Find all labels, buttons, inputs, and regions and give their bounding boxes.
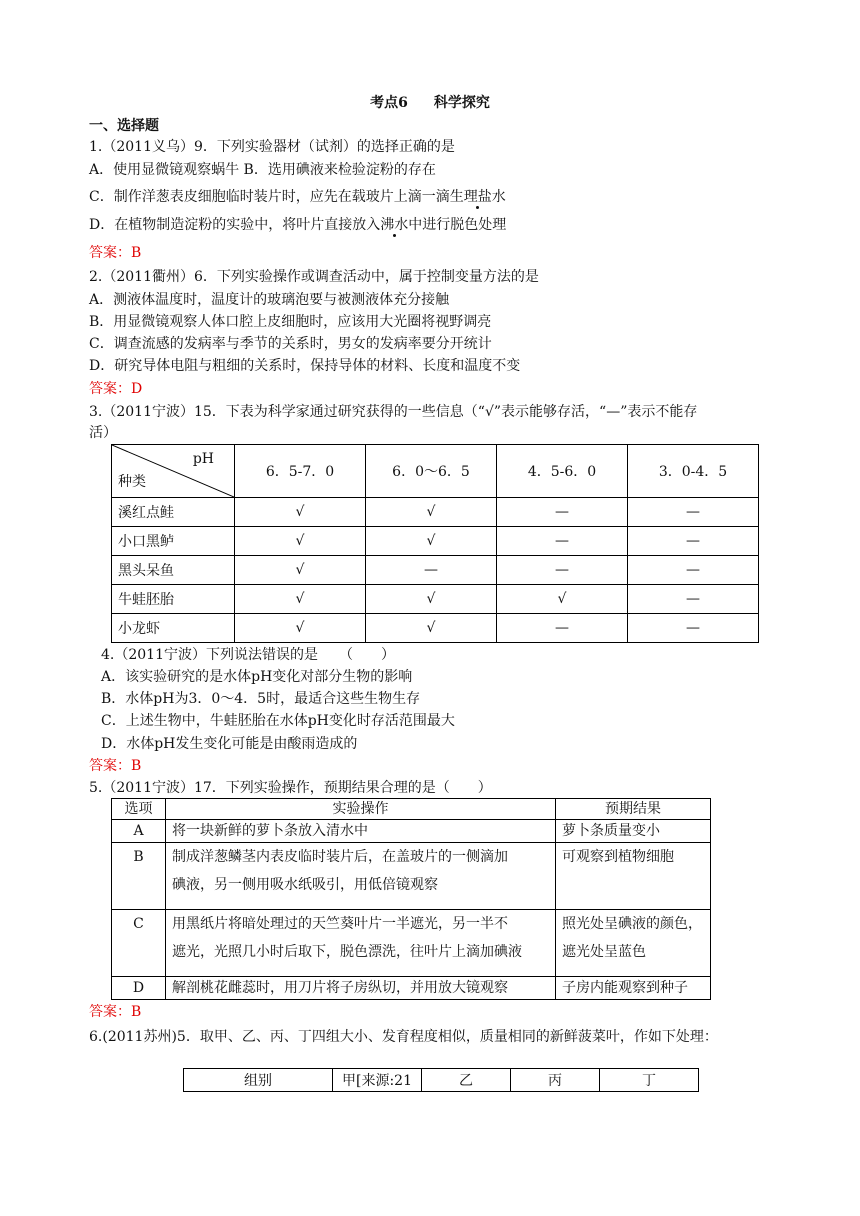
option-letter: B: [112, 843, 166, 910]
table-cell: 乙: [422, 1069, 511, 1092]
table-header-cell: 选项: [112, 799, 166, 820]
q2-option-b: B．用显微镜观察人体口腔上皮细胞时，应该用大光圈将视野调亮: [89, 314, 492, 330]
q1-option-c: [89, 187, 506, 207]
table-cell: —: [628, 527, 759, 556]
table-cell: —: [628, 614, 759, 643]
species-name: 牛蛙胚胎: [112, 585, 235, 614]
table-cell: 组别: [184, 1069, 333, 1092]
operation-cell: 解剖桃花雌蕊时，用刀片将子房纵切，并用放大镜观察: [166, 977, 556, 1000]
q4-answer: 答案：B: [89, 758, 142, 774]
table-cell: √: [235, 614, 366, 643]
table-cell: √: [366, 614, 497, 643]
table-cell: —: [497, 527, 628, 556]
table-cell: —: [366, 556, 497, 585]
result-line: 遮光处呈蓝色: [562, 944, 646, 960]
q5-stem: 5.（2011宁波）17．下列实验操作，预期结果合理的是（ ）: [89, 780, 492, 796]
result-cell: 萝卜条质量变小: [556, 820, 711, 843]
table-cell: —: [497, 556, 628, 585]
q1-options-ab: A．使用显微镜观察蜗牛 B．选用碘液来检验淀粉的存在: [89, 162, 436, 178]
experiment-table: [111, 798, 711, 1000]
table-cell: —: [497, 614, 628, 643]
operation-line: 碘液，另一侧用吸水纸吸引，用低倍镜观察: [172, 877, 438, 893]
option-letter: A: [112, 820, 166, 843]
species-name: 小口黑鲈: [112, 527, 235, 556]
table-cell: √: [366, 585, 497, 614]
table-cell: —: [628, 556, 759, 585]
table-cell: 甲[来源:21: [333, 1069, 422, 1092]
q1-option-c-emphasis: 生理盐水: [449, 189, 506, 205]
table-cell: √: [235, 498, 366, 527]
operation-line: 制成洋葱鳞茎内表皮临时装片后，在盖玻片的一侧滴加: [172, 849, 508, 865]
q4-option-a: A．该实验研究的是水体pH变化对部分生物的影响: [101, 669, 413, 685]
table-row: [112, 498, 759, 527]
q4-option-c: C．上述生物中，牛蛙胚胎在水体pH变化时存活范围最大: [101, 713, 455, 729]
operation-cell: [166, 843, 556, 910]
operation-line: 遮光，光照几小时后取下，脱色漂洗，往叶片上滴加碘液: [172, 944, 522, 960]
table-row: [112, 614, 759, 643]
table-header-cell: 预期结果: [556, 799, 711, 820]
operation-cell: 将一块新鲜的萝卜条放入清水中: [166, 820, 556, 843]
table-row: [112, 820, 711, 843]
option-letter: D: [112, 977, 166, 1000]
result-cell: [556, 910, 711, 977]
table-cell: 丁: [600, 1069, 699, 1092]
table-row: [112, 910, 711, 977]
table-header-cell: 6．0～6．5: [366, 445, 497, 498]
q1-option-d: [89, 215, 506, 235]
q1-option-d-tail: 中进行脱色处理: [408, 217, 507, 233]
page-title: [0, 92, 860, 112]
table-row: [112, 556, 759, 585]
q1-stem: 1.（2011义乌）9．下列实验器材（试剂）的选择正确的是: [89, 139, 455, 155]
result-cell: 可观察到植物细胞: [556, 843, 711, 910]
table-row: [184, 1069, 699, 1092]
table-cell: √: [366, 498, 497, 527]
q2-option-c: C．调查流感的发病率与季节的关系时，男女的发病率要分开统计: [89, 336, 492, 352]
q4-option-b: B．水体pH为3．0～4．5时，最适合这些生物生存: [101, 691, 421, 707]
operation-line: 用黑纸片将暗处理过的天竺葵叶片一半遮光，另一半不: [172, 916, 508, 932]
q1-option-d-emphasis: 沸水: [380, 217, 409, 233]
table-row: [112, 527, 759, 556]
section-heading: 一、选择题: [89, 118, 159, 134]
title-topic: 科学探究: [433, 95, 490, 111]
table-cell: √: [366, 527, 497, 556]
table-cell: √: [235, 556, 366, 585]
species-name: 小龙虾: [112, 614, 235, 643]
table-cell: √: [497, 585, 628, 614]
q6-stem: 6.(2011苏州)5．取甲、乙、丙、丁四组大小、发育程度相似，质量相同的新鲜菠菜叶，作如下处理：: [89, 1029, 718, 1045]
table-header-cell: 4．5-6．0: [497, 445, 628, 498]
q2-answer: 答案：D: [89, 381, 143, 397]
result-line: 照光处呈碘液的颜色，: [562, 916, 702, 932]
table-row: [112, 977, 711, 1000]
q2-stem: 2.（2011衢州）6．下列实验操作或调查活动中，属于控制变量方法的是: [89, 269, 539, 285]
table-cell: 丙: [511, 1069, 600, 1092]
table-header-cell: 3．0-4．5: [628, 445, 759, 498]
q1-option-d-text: D．在植物制造淀粉的实验中，将叶片直接放入: [89, 217, 381, 233]
q1-option-c-text: C．制作洋葱表皮细胞临时装片时，应先在载玻片上滴一滴: [89, 189, 450, 205]
table-corner-cell: [112, 445, 235, 498]
table-cell: —: [628, 585, 759, 614]
result-cell: 子房内能观察到种子: [556, 977, 711, 1000]
table-header-row: [112, 445, 759, 498]
option-letter: C: [112, 910, 166, 977]
table-cell: —: [628, 498, 759, 527]
table-row: [112, 843, 711, 910]
title-point: 考点6: [370, 95, 408, 111]
operation-cell: [166, 910, 556, 977]
species-name: 溪红点鲑: [112, 498, 235, 527]
corner-kind-label: 种类: [118, 474, 146, 490]
q3-stem-cont: 活）: [89, 425, 117, 441]
q4-option-d: D．水体pH发生变化可能是由酸雨造成的: [101, 736, 358, 752]
table-header-row: [112, 799, 711, 820]
q5-answer: 答案：B: [89, 1004, 142, 1020]
q2-option-a: A．测液体温度时，温度计的玻璃泡要与被测液体充分接触: [89, 292, 450, 308]
q4-stem: 4.（2011宁波）下列说法错误的是 （ ）: [101, 647, 395, 663]
table-header-cell: 实验操作: [166, 799, 556, 820]
table-row: [112, 585, 759, 614]
table-cell: √: [235, 585, 366, 614]
ph-survival-table: [111, 444, 759, 643]
table-cell: —: [497, 498, 628, 527]
table-header-cell: 6．5-7．0: [235, 445, 366, 498]
q1-answer: 答案：B: [89, 245, 142, 261]
group-table: [183, 1068, 699, 1092]
q3-stem: 3.（2011宁波）15．下表为科学家通过研究获得的一些信息（“√”表示能够存活，“—”表示不能存: [89, 404, 698, 420]
species-name: 黑头呆鱼: [112, 556, 235, 585]
corner-ph-label: pH: [192, 451, 214, 467]
q2-option-d: D．研究导体电阻与粗细的关系时，保持导体的材料、长度和温度不变: [89, 358, 521, 374]
table-cell: √: [235, 527, 366, 556]
